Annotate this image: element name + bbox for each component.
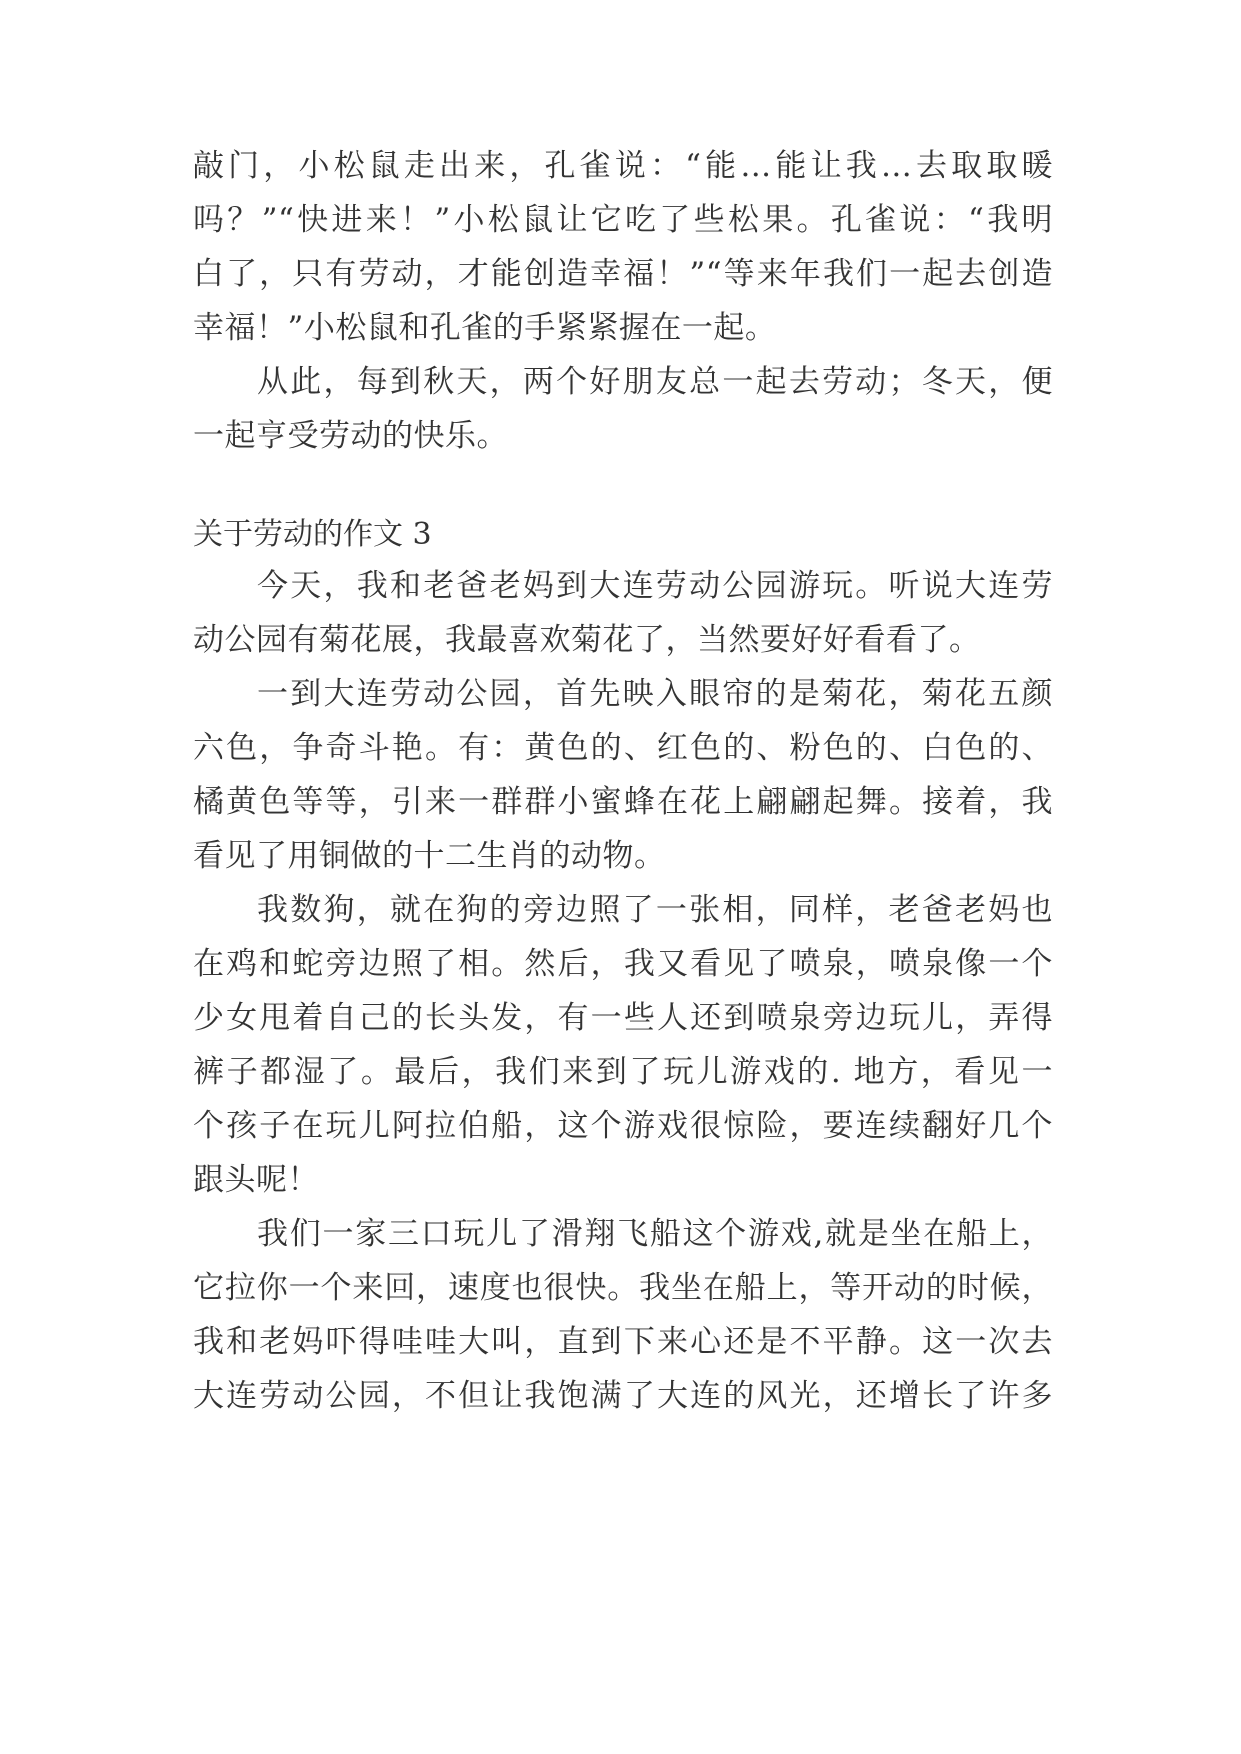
text-line: 在鸡和蛇旁边照了相。然后，我又看见了喷泉，喷泉像一个	[193, 946, 1053, 982]
text-line: 少女甩着自己的长头发，有一些人还到喷泉旁边玩儿，弄得	[193, 1000, 1053, 1036]
section-title: 关于劳动的作文 3	[193, 517, 432, 552]
text-line: 它拉你一个来回，速度也很快。我坐在船上，等开动的时候，	[193, 1270, 1053, 1306]
text-line: 白了，只有劳动，才能创造幸福！”“等来年我们一起去创造	[193, 256, 1053, 292]
text-line: 我和老妈吓得哇哇大叫，直到下来心还是不平静。这一次去	[193, 1324, 1053, 1360]
text-line: 我们一家三口玩儿了滑翔飞船这个游戏,就是坐在船上，	[257, 1216, 1053, 1252]
text-line: 个孩子在玩儿阿拉伯船，这个游戏很惊险，要连续翻好几个	[193, 1108, 1053, 1144]
text-line: 动公园有菊花展，我最喜欢菊花了，当然要好好看看了。	[193, 622, 981, 658]
text-line: 幸福！”小松鼠和孔雀的手紧紧握在一起。	[193, 310, 777, 346]
text-line: 六色，争奇斗艳。有：黄色的、红色的、粉色的、白色的、	[193, 730, 1053, 766]
text-line: 从此，每到秋天，两个好朋友总一起去劳动；冬天，便	[257, 364, 1053, 400]
text-line: 我数狗，就在狗的旁边照了一张相，同样，老爸老妈也	[257, 892, 1053, 928]
text-line: 敲门，小松鼠走出来，孔雀说：“能…能让我…去取取暖	[193, 148, 1053, 184]
text-line: 看见了用铜做的十二生肖的动物。	[193, 838, 666, 874]
text-line: 一起亨受劳动的快乐。	[193, 418, 508, 454]
text-line: 裤子都湿了。最后，我们来到了玩儿游戏的. 地方，看见一	[193, 1054, 1053, 1090]
text-line: 一到大连劳动公园，首先映入眼帘的是菊花，菊花五颜	[257, 676, 1053, 712]
text-line: 橘黄色等等，引来一群群小蜜蜂在花上翩翩起舞。接着，我	[193, 784, 1053, 820]
text-line: 跟头呢！	[193, 1162, 319, 1198]
text-line: 今天，我和老爸老妈到大连劳动公园游玩。听说大连劳	[257, 568, 1053, 604]
text-line: 吗？”“快进来！”小松鼠让它吃了些松果。孔雀说：“我明	[193, 202, 1053, 238]
text-line: 大连劳动公园，不但让我饱满了大连的风光，还增长了许多	[193, 1378, 1053, 1414]
